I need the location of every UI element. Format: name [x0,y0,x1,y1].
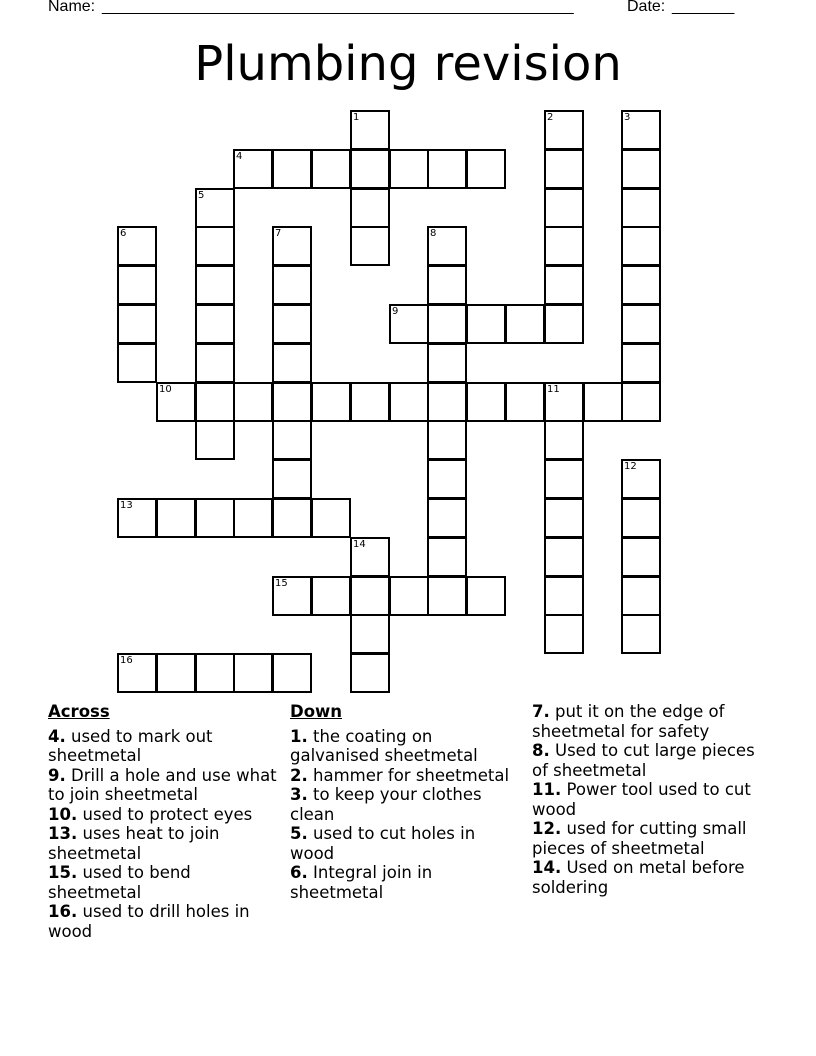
clue-number: 10. [48,804,78,824]
grid-cell[interactable] [389,149,429,189]
grid-cell[interactable] [544,420,584,460]
grid-cell[interactable] [350,653,390,693]
grid-cell[interactable] [156,498,196,538]
grid-cell[interactable] [427,576,467,616]
grid-cell[interactable] [272,304,312,344]
grid-cell[interactable] [544,304,584,344]
grid-cell[interactable] [427,537,467,577]
clue-down-8 [532,741,764,780]
grid-cell[interactable] [272,265,312,305]
date-field[interactable]: _______ [672,0,735,15]
clue-number-label: 12 [624,461,637,472]
grid-cell[interactable] [621,188,661,228]
grid-cell[interactable] [621,576,661,616]
page-title: Plumbing revision [194,36,622,92]
clue-across-15 [48,863,280,902]
clue-number: 15. [48,863,78,882]
down-clues-column-1 [290,702,522,902]
clue-number: 4. [48,726,66,746]
clue-down-7 [532,702,764,741]
grid-cell[interactable] [117,226,157,266]
clue-across-9 [48,766,280,805]
grid-cell[interactable] [544,188,584,228]
grid-cell[interactable] [544,265,584,305]
clue-number-label: 4 [236,151,243,162]
grid-cell[interactable] [350,537,390,577]
clue-text: used to cut holes in wood [290,824,476,863]
clue-number: 16. [48,902,78,921]
grid-cell[interactable] [544,576,584,616]
grid-cell[interactable] [233,382,273,422]
clue-number: 14. [532,858,562,877]
grid-cell[interactable] [156,653,196,693]
clue-text: used to drill holes in wood [48,902,250,941]
grid-cell[interactable] [427,149,467,189]
grid-cell[interactable] [272,226,312,266]
grid-cell[interactable] [311,382,351,422]
down-clues-column-2 [532,702,764,897]
clue-down-14 [532,858,764,897]
grid-cell[interactable] [272,498,312,538]
grid-cell[interactable] [621,498,661,538]
grid-cell[interactable] [427,382,467,422]
clue-number: 2. [290,765,308,785]
grid-cell[interactable] [272,576,312,616]
grid-cell[interactable] [621,343,661,383]
grid-cell[interactable] [311,498,351,538]
grid-cell[interactable] [466,576,506,616]
grid-cell[interactable] [544,110,584,150]
name-label: Name: [48,0,96,15]
grid-cell[interactable] [621,265,661,305]
clue-number-label: 16 [120,655,133,666]
clue-number-label: 2 [547,112,554,123]
clue-number: 1. [290,726,308,746]
grid-cell[interactable] [427,459,467,499]
grid-cell[interactable] [311,149,351,189]
clue-text: Drill a hole and use what to join sheetmetal [48,765,277,804]
grid-cell[interactable] [233,653,273,693]
grid-cell[interactable] [117,265,157,305]
across-clues [48,702,280,941]
grid-cell[interactable] [466,304,506,344]
grid-cell[interactable] [389,304,429,344]
clue-number-label: 1 [353,112,360,123]
clue-text: used for cutting small pieces of sheetmetal [532,819,747,858]
clue-number-label: 9 [392,306,399,317]
clue-number-label: 8 [430,228,437,239]
grid-cell[interactable] [350,149,390,189]
clue-text: put it on the edge of sheetmetal for safety [532,702,725,741]
grid-cell[interactable] [621,110,661,150]
grid-cell[interactable] [117,304,157,344]
clue-text: used to protect eyes [82,804,253,824]
clue-number-label: 7 [275,228,282,239]
down-heading: Down [290,702,343,721]
grid-cell[interactable] [505,382,545,422]
clue-number: 6. [290,863,308,882]
clue-text: hammer for sheetmetal [313,765,510,785]
grid-cell[interactable] [544,537,584,577]
grid-cell[interactable] [350,188,390,228]
clue-text: Integral join in sheetmetal [290,863,433,902]
clue-text: the coating on galvanised sheetmetal [290,726,478,765]
grid-cell[interactable] [272,343,312,383]
grid-cell[interactable] [427,304,467,344]
clue-across-10 [48,805,280,825]
grid-cell[interactable] [389,576,429,616]
grid-cell[interactable] [466,382,506,422]
grid-cell[interactable] [272,149,312,189]
clue-number: 8. [532,741,550,760]
grid-cell[interactable] [544,459,584,499]
clue-number: 11. [532,780,562,799]
grid-cell[interactable] [427,420,467,460]
clue-across-16 [48,902,280,941]
grid-cell[interactable] [621,149,661,189]
clue-down-2 [290,766,522,786]
grid-cell[interactable] [195,265,235,305]
clue-number-label: 13 [120,500,133,511]
grid-cell[interactable] [350,382,390,422]
grid-cell[interactable] [505,304,545,344]
grid-cell[interactable] [621,459,661,499]
clue-number-label: 6 [120,228,127,239]
grid-cell[interactable] [544,614,584,654]
clue-text: Used to cut large pieces of sheetmetal [532,741,755,780]
grid-cell[interactable] [117,653,157,693]
clue-across-13 [48,824,280,863]
clue-text: Power tool used to cut wood [532,780,751,819]
grid-cell[interactable] [350,110,390,150]
clue-number: 9. [48,765,66,785]
grid-cell[interactable] [117,343,157,383]
grid-cell[interactable] [621,226,661,266]
grid-cell[interactable] [544,498,584,538]
grid-cell[interactable] [350,226,390,266]
clue-down-11 [532,780,764,819]
clue-text: to keep your clothes clean [290,785,482,824]
grid-cell[interactable] [272,420,312,460]
grid-cell[interactable] [427,265,467,305]
clue-down-3 [290,785,522,824]
grid-cell[interactable] [583,382,623,422]
grid-cell[interactable] [544,149,584,189]
clue-number-label: 10 [159,384,172,395]
grid-cell[interactable] [350,576,390,616]
grid-cell[interactable] [427,498,467,538]
grid-cell[interactable] [195,304,235,344]
clue-text: uses heat to join sheetmetal [48,824,220,863]
grid-cell[interactable] [272,459,312,499]
clue-number-label: 3 [624,112,631,123]
date-label: Date: [627,0,666,15]
name-field[interactable]: _____________________________________________________ [102,0,574,15]
clue-text: used to mark out sheetmetal [48,726,213,765]
clue-text: Used on metal before soldering [532,858,745,897]
grid-cell[interactable] [117,498,157,538]
grid-cell[interactable] [195,188,235,228]
clue-number: 7. [532,702,550,721]
clue-across-4 [48,727,280,766]
grid-cell[interactable] [195,382,235,422]
clue-down-6 [290,863,522,902]
grid-cell[interactable] [195,226,235,266]
grid-cell[interactable] [233,149,273,189]
grid-cell[interactable] [350,614,390,654]
clue-number: 13. [48,824,78,843]
grid-cell[interactable] [544,382,584,422]
grid-cell[interactable] [195,343,235,383]
clue-number-label: 11 [547,384,560,395]
grid-cell[interactable] [389,382,429,422]
clue-down-12 [532,819,764,858]
grid-cell[interactable] [195,420,235,460]
clue-number-label: 15 [275,578,288,589]
clue-down-5 [290,824,522,863]
grid-cell[interactable] [233,498,273,538]
clue-down-1 [290,727,522,766]
grid-cell[interactable] [156,382,196,422]
grid-cell[interactable] [195,498,235,538]
grid-cell[interactable] [195,653,235,693]
grid-cell[interactable] [544,226,584,266]
grid-cell[interactable] [621,614,661,654]
clue-number-label: 14 [353,539,366,550]
clue-number: 12. [532,819,562,838]
grid-cell[interactable] [272,653,312,693]
grid-cell[interactable] [427,226,467,266]
across-heading: Across [48,702,110,721]
grid-cell[interactable] [427,343,467,383]
grid-cell[interactable] [621,382,661,422]
clue-number: 5. [290,824,308,843]
clue-number-label: 5 [198,190,205,201]
clue-text: used to bend sheetmetal [48,863,191,902]
grid-cell[interactable] [466,149,506,189]
grid-cell[interactable] [311,576,351,616]
grid-cell[interactable] [272,382,312,422]
grid-cell[interactable] [621,537,661,577]
grid-cell[interactable] [621,304,661,344]
clue-number: 3. [290,785,308,804]
